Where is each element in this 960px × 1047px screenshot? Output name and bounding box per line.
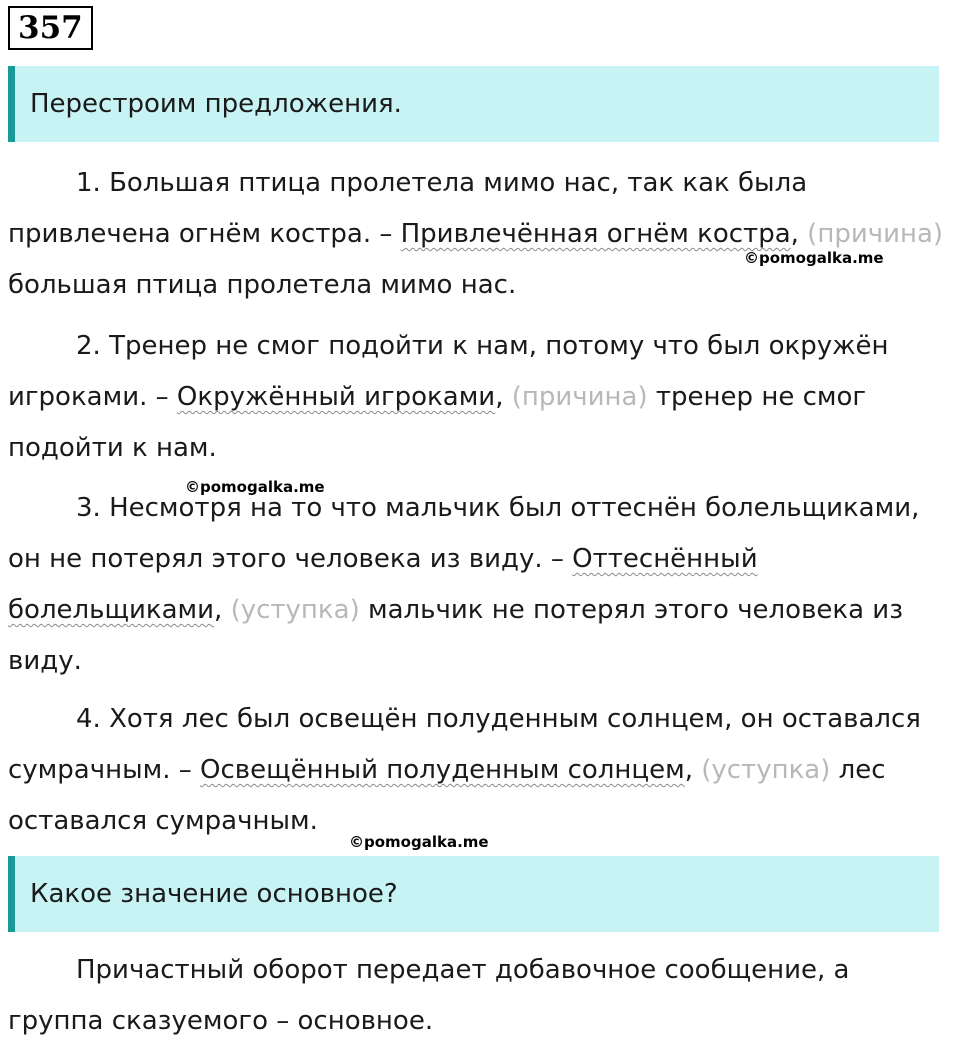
section-title: Какое значение основное? [30,879,398,909]
section-title: Перестроим предложения. [30,89,402,119]
participial-phrase: Окружённый игроками [176,382,496,412]
example-paragraph-4 [8,694,953,847]
meaning-label: (причина) [807,219,944,249]
example-text: 3. Несмотря на то что мальчик был оттеснён болельщиками, он не потерял этого человека из виду. – [8,493,920,574]
comma: , [684,755,702,785]
meaning-label: (причина) [511,382,648,412]
example-text-end: лес оставался сумрачным. [8,755,886,836]
example-paragraph-1 [8,158,953,311]
example-text: 2. Тренер не смог подойти к нам, потому что был окружён игроками. – [8,331,889,412]
example-paragraph-2 [8,321,953,474]
section-header-rebuild [8,66,939,142]
example-text-end: мальчик не потерял этого человека из виду. [8,595,904,676]
watermark: ©pomogalka.me [349,833,489,851]
example-text: 4. Хотя лес был освещён полуденным солнцем, он оставался сумрачным. – [8,704,921,785]
meaning-label: (уступка) [230,595,360,625]
participial-phrase: Освещённый полуденным солнцем [200,755,685,785]
watermark: ©pomogalka.me [744,249,884,267]
comma: , [790,219,808,249]
answer-paragraph: Причастный оборот передает добавочное сообщение, а группа сказуемого – основное. [8,955,850,1036]
example-paragraph-3 [8,483,953,687]
participial-phrase: Привлечённая огнём костра [400,219,791,249]
example-text: 1. Большая птица пролетела мимо нас, так как была привлечена огнём костра. – [8,168,808,249]
example-text-end: большая птица пролетела мимо нас. [8,270,517,300]
meaning-label: (уступка) [701,755,831,785]
watermark: ©pomogalka.me [185,478,325,496]
comma: , [495,382,512,412]
task-number: 357 [8,6,93,50]
example-text-end: тренер не смог подойти к нам. [8,382,867,463]
section-header-main-meaning [8,856,939,932]
participial-phrase: Оттеснённый болельщиками [8,544,758,625]
comma: , [214,595,231,625]
